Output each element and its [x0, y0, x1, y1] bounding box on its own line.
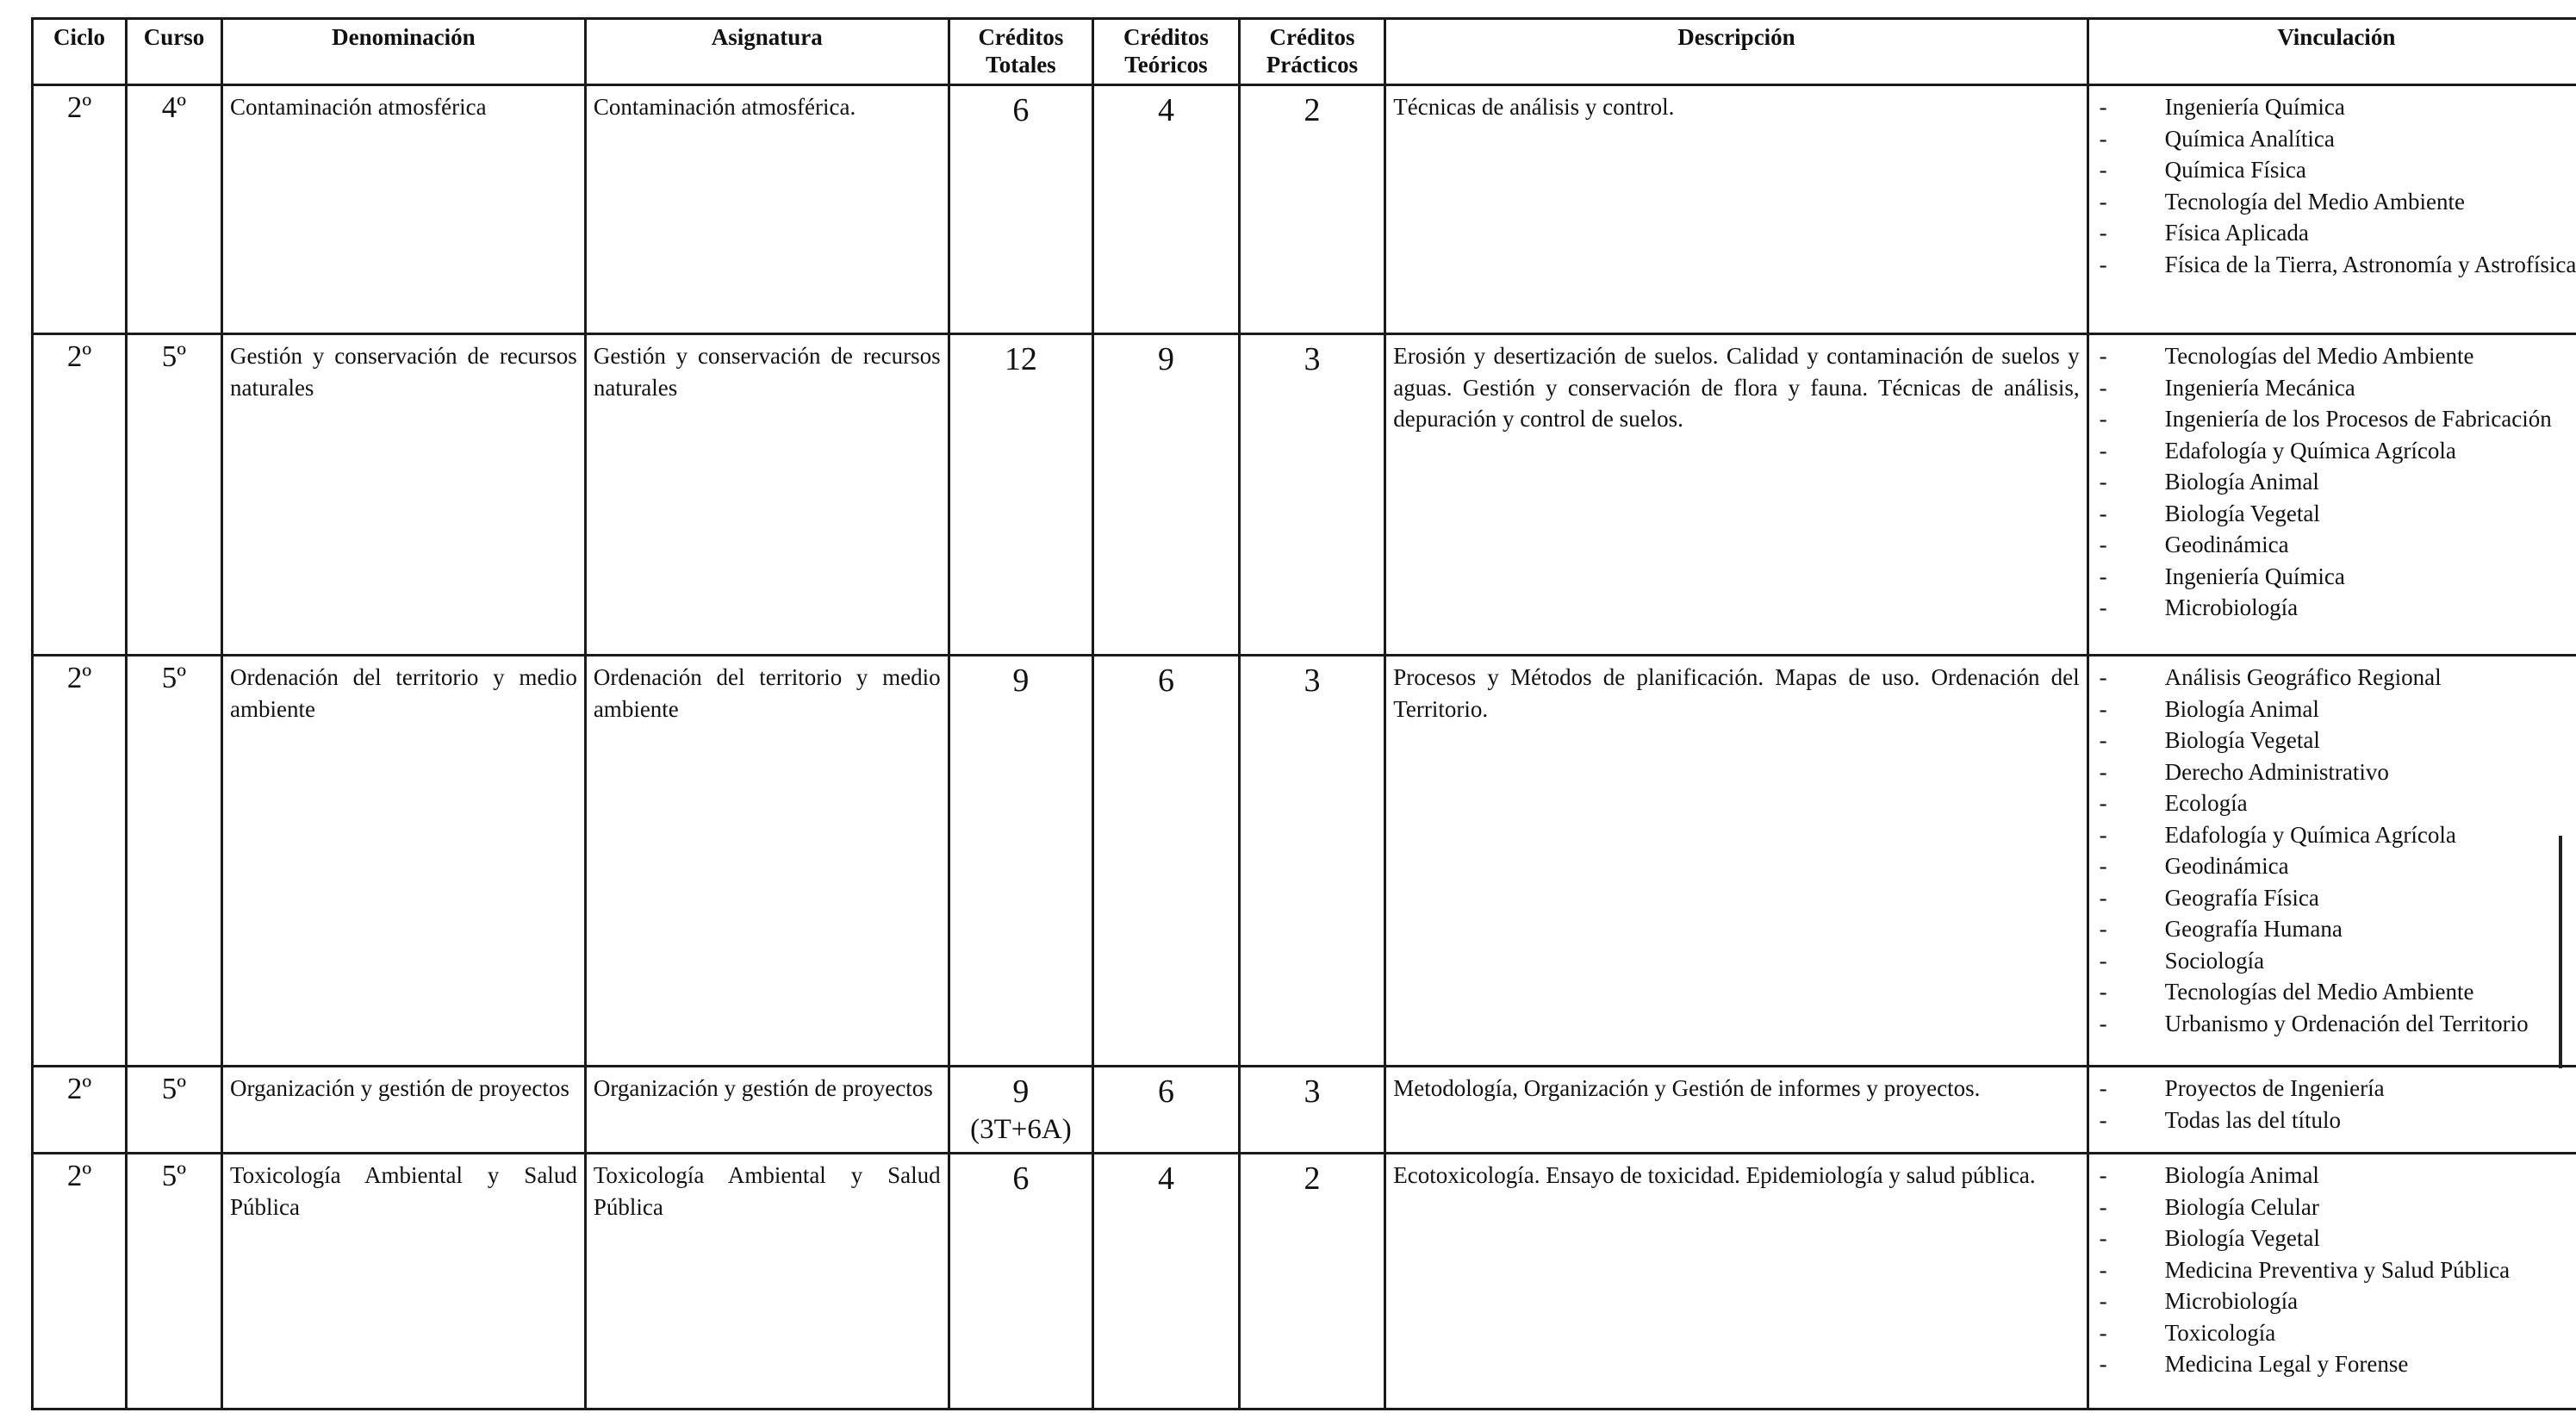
- cell-curso: 4º: [126, 85, 221, 334]
- cell-creditos-teoricos: 9: [1093, 334, 1240, 656]
- cell-creditos-practicos: 3: [1239, 656, 1385, 1067]
- cell-creditos-practicos: 2: [1239, 85, 1385, 334]
- vinculacion-item: - Biología Vegetal: [2096, 1223, 2576, 1254]
- cell-curso: 5º: [126, 1067, 221, 1154]
- header-creditos-totales-line1: Créditos: [978, 24, 1064, 50]
- table-row: [33, 1067, 2576, 1154]
- cell-ciclo: 2º: [33, 1154, 127, 1409]
- cell-creditos-practicos: 3: [1239, 1067, 1385, 1154]
- vinculacion-list: [2096, 662, 2576, 1039]
- creditos-totales-value: 6: [1012, 92, 1030, 128]
- vinculacion-item: - Ecología: [2096, 787, 2576, 819]
- header-creditos-totales: [949, 19, 1093, 85]
- cell-vinculacion: [2088, 1154, 2576, 1409]
- creditos-totales-value: 12: [1004, 341, 1037, 377]
- vinculacion-item: - Biología Animal: [2096, 466, 2576, 498]
- vinculacion-item: - Física de la Tierra, Astronomía y Astrofísica: [2096, 249, 2576, 281]
- header-creditos-practicos-line1: Créditos: [1269, 24, 1355, 50]
- vinculacion-item: - Química Analítica: [2096, 123, 2576, 155]
- vinculacion-item: - Biología Animal: [2096, 1160, 2576, 1192]
- cell-creditos-teoricos: 6: [1093, 1067, 1240, 1154]
- table-row: [33, 334, 2576, 656]
- cell-asignatura: Gestión y conservación de recursos naturales: [585, 334, 949, 656]
- cell-curso: 5º: [126, 656, 221, 1067]
- table-row: [33, 85, 2576, 334]
- header-creditos-teoricos: [1093, 19, 1240, 85]
- curriculum-table: [31, 17, 2576, 1410]
- vinculacion-item: - Microbiología: [2096, 592, 2576, 624]
- cell-creditos-totales: [949, 656, 1093, 1067]
- cell-creditos-totales: [949, 334, 1093, 656]
- vinculacion-item: - Geografía Física: [2096, 882, 2576, 914]
- cell-denominacion: Ordenación del territorio y medio ambiente: [221, 656, 585, 1067]
- header-creditos-totales-line2: Totales: [986, 52, 1056, 78]
- vinculacion-item: - Proyectos de Ingeniería: [2096, 1073, 2576, 1105]
- cell-descripcion: Ecotoxicología. Ensayo de toxicidad. Epidemiología y salud pública.: [1385, 1154, 2088, 1409]
- vinculacion-item: - Tecnologías del Medio Ambiente: [2096, 976, 2576, 1008]
- cell-vinculacion: [2088, 334, 2576, 656]
- vinculacion-item: - Edafología y Química Agrícola: [2096, 435, 2576, 467]
- vinculacion-item: - Todas las del título: [2096, 1105, 2576, 1136]
- creditos-totales-value: 9: [1012, 1073, 1030, 1110]
- vinculacion-list: [2096, 340, 2576, 624]
- cell-creditos-teoricos: 4: [1093, 85, 1240, 334]
- vinculacion-item: - Medicina Legal y Forense: [2096, 1348, 2576, 1380]
- table-row: [33, 1154, 2576, 1409]
- vinculacion-item: - Biología Vegetal: [2096, 725, 2576, 756]
- creditos-totales-value: 9: [1012, 663, 1030, 699]
- vinculacion-item: - Sociología: [2096, 945, 2576, 977]
- cell-denominacion: Organización y gestión de proyectos: [221, 1067, 585, 1154]
- cell-descripcion: Procesos y Métodos de planificación. Mapas de uso. Ordenación del Territorio.: [1385, 656, 2088, 1067]
- cell-creditos-practicos: 3: [1239, 334, 1385, 656]
- vinculacion-item: - Análisis Geográfico Regional: [2096, 662, 2576, 694]
- vinculacion-item: - Ingeniería Química: [2096, 91, 2576, 123]
- vinculacion-item: - Edafología y Química Agrícola: [2096, 819, 2576, 851]
- vinculacion-item: - Ingeniería de los Procesos de Fabricación: [2096, 403, 2576, 435]
- cell-descripcion: Metodología, Organización y Gestión de informes y proyectos.: [1385, 1067, 2088, 1154]
- cell-denominacion: Gestión y conservación de recursos naturales: [221, 334, 585, 656]
- header-curso: Curso: [126, 19, 221, 85]
- creditos-totales-value: 6: [1012, 1161, 1030, 1197]
- vinculacion-item: - Geodinámica: [2096, 850, 2576, 882]
- vinculacion-item: - Química Física: [2096, 154, 2576, 186]
- vinculacion-item: - Medicina Preventiva y Salud Pública: [2096, 1254, 2576, 1286]
- header-creditos-practicos: [1239, 19, 1385, 85]
- vinculacion-item: - Biología Animal: [2096, 694, 2576, 725]
- cell-ciclo: 2º: [33, 85, 127, 334]
- vinculacion-item: - Tecnología del Medio Ambiente: [2096, 186, 2576, 218]
- vinculacion-list: [2096, 1073, 2576, 1136]
- vinculacion-item: - Microbiología: [2096, 1285, 2576, 1317]
- cell-vinculacion: [2088, 85, 2576, 334]
- header-ciclo: Ciclo: [33, 19, 127, 85]
- table-wrapper: [31, 17, 2576, 1410]
- header-asignatura: Asignatura: [585, 19, 949, 85]
- cell-descripcion: Técnicas de análisis y control.: [1385, 85, 2088, 334]
- vinculacion-item: - Ingeniería Química: [2096, 561, 2576, 593]
- cell-curso: 5º: [126, 334, 221, 656]
- cell-denominacion: Contaminación atmosférica: [221, 85, 585, 334]
- vinculacion-item: - Ingeniería Mecánica: [2096, 372, 2576, 404]
- cell-vinculacion: [2088, 1067, 2576, 1154]
- vinculacion-item: - Urbanismo y Ordenación del Territorio: [2096, 1008, 2576, 1040]
- cell-descripcion: Erosión y desertización de suelos. Calidad y contaminación de suelos y aguas. Gestión y conservación de flora y fauna. Técnicas de análisis, depuración y control de suelos.: [1385, 334, 2088, 656]
- cell-vinculacion: [2088, 656, 2576, 1067]
- vinculacion-item: - Física Aplicada: [2096, 217, 2576, 249]
- cell-creditos-totales: [949, 1067, 1093, 1154]
- cell-curso: 5º: [126, 1154, 221, 1409]
- vinculacion-item: - Geodinámica: [2096, 529, 2576, 561]
- cell-denominacion: Toxicología Ambiental y Salud Pública: [221, 1154, 585, 1409]
- vinculacion-item: - Toxicología: [2096, 1317, 2576, 1349]
- creditos-totales-detail: (3T+6A): [970, 1114, 1072, 1145]
- vinculacion-item: - Derecho Administrativo: [2096, 756, 2576, 788]
- vinculacion-item: - Biología Vegetal: [2096, 498, 2576, 530]
- table-body: [33, 85, 2576, 1409]
- header-creditos-practicos-line2: Prácticos: [1266, 52, 1359, 78]
- cell-ciclo: 2º: [33, 656, 127, 1067]
- cell-creditos-totales: [949, 1154, 1093, 1409]
- header-row: [33, 19, 2576, 85]
- scan-edge-mark: [2559, 836, 2562, 1068]
- cell-creditos-practicos: 2: [1239, 1154, 1385, 1409]
- header-descripcion: Descripción: [1385, 19, 2088, 85]
- cell-asignatura: Ordenación del territorio y medio ambiente: [585, 656, 949, 1067]
- header-denominacion: Denominación: [221, 19, 585, 85]
- cell-asignatura: Organización y gestión de proyectos: [585, 1067, 949, 1154]
- header-creditos-teoricos-line2: Teóricos: [1124, 52, 1208, 78]
- vinculacion-list: [2096, 1160, 2576, 1380]
- cell-creditos-teoricos: 4: [1093, 1154, 1240, 1409]
- header-vinculacion: Vinculación: [2088, 19, 2576, 85]
- vinculacion-list: [2096, 91, 2576, 280]
- vinculacion-item: - Biología Celular: [2096, 1192, 2576, 1223]
- cell-asignatura: Toxicología Ambiental y Salud Pública: [585, 1154, 949, 1409]
- header-creditos-teoricos-line1: Créditos: [1123, 24, 1209, 50]
- cell-ciclo: 2º: [33, 1067, 127, 1154]
- cell-creditos-totales: [949, 85, 1093, 334]
- cell-creditos-teoricos: 6: [1093, 656, 1240, 1067]
- vinculacion-item: - Geografía Humana: [2096, 913, 2576, 945]
- cell-ciclo: 2º: [33, 334, 127, 656]
- table-row: [33, 656, 2576, 1067]
- cell-asignatura: Contaminación atmosférica.: [585, 85, 949, 334]
- vinculacion-item: - Tecnologías del Medio Ambiente: [2096, 340, 2576, 372]
